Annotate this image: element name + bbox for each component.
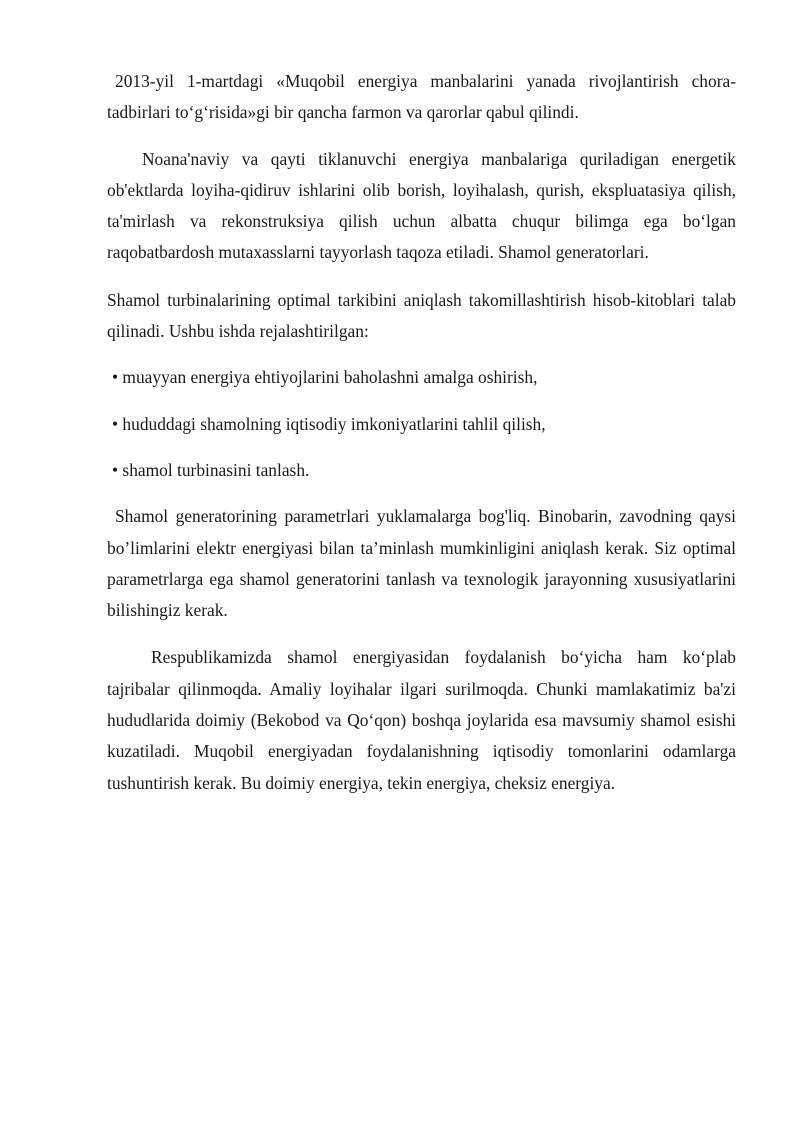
list-item: • muayyan energiya ehtiyojlarini baholashni amalga oshirish, (112, 367, 538, 388)
paragraph-turbine-composition: Shamol turbinalarining optimal tarkibini aniqlash takomillashtirish hisob-kitoblari talab qilinadi. Ushbu ishda rejalashtirilgan: (107, 289, 736, 342)
document-page (107, 66, 736, 799)
paragraph-republic-experience: Respublikamizda shamol energiyasidan foydalanish bo‘yicha ham ko‘plab tajribalar qilinmoqda. Amaliy loyihalar ilgari surilmoqda. Chunki mamlakatimiz ba'zi hududlarida doimiy (Bekobod va Qo‘qon) boshqa joylarida esa mavsumiy shamol esishi kuzatiladi. Muqobil energiyadan foydalanishning iqtisodiy tomonlarini odamlarga tushuntirish kerak. Bu doimiy energiya, tekin energiya, cheksiz energiya. (107, 647, 736, 793)
list-item: • shamol turbinasini tanlash. (112, 459, 310, 480)
paragraph-decree: 2013-yil 1-martdagi «Muqobil energiya manbalarini yanada rivojlantirish chora-tadbirlari to‘g‘risida»gi bir qancha farmon va qarorlar qabul qilindi. (107, 71, 736, 123)
paragraph-generator-parameters: Shamol generatorining parametrlari yuklamalarga bog'liq. Binobarin, zavodning qaysi bo’limlarini elektr energiyasi bilan ta’minlash mumkinligini aniqlash kerak. Siz optimal parametrlarga ega shamol generatorini tanlash va texnologik jarayonning xususiyatlarini bilishingiz kerak. (107, 506, 736, 621)
list-item: • hududdagi shamolning iqtisodiy imkoniyatlarini tahlil qilish, (112, 413, 546, 434)
paragraph-specialists: Noana'naviy va qayti tiklanuvchi energiya manbalariga quriladigan energetik ob'ektlarda loyiha-qidiruv ishlarini olib borish, loyihalash, qurish, ekspluatasiya qilish, ta'mirlash va rekonstruksiya qilish uchun albatta chuqur bilimga ega bo‘lgan raqobatbardosh mutaxasslarni tayyorlash taqoza etiladi. Shamol generatorlari. (107, 148, 736, 263)
